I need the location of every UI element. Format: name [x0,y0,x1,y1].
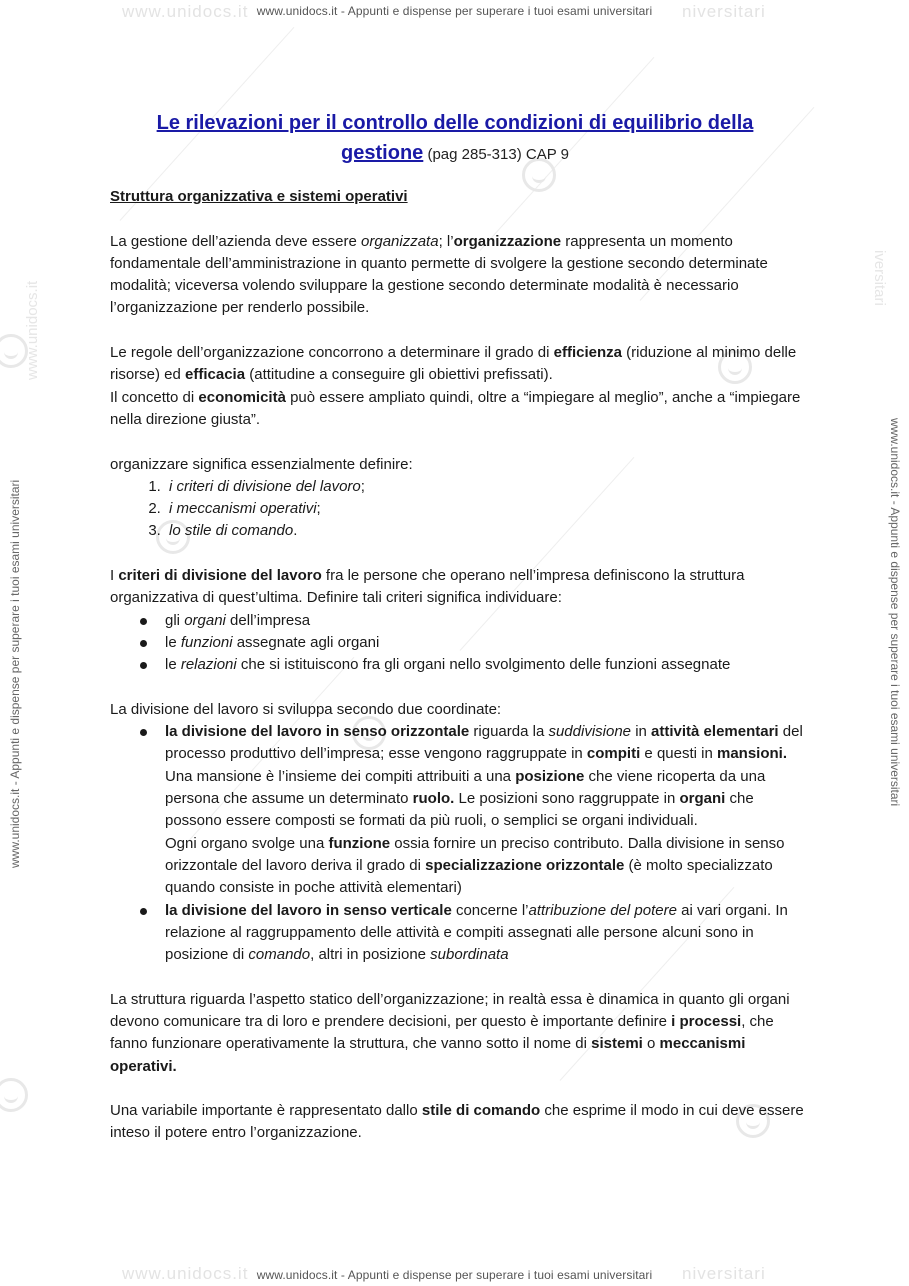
list-item: gli organi dell’impresa [165,610,810,632]
list-item-orizzontale: la divisione del lavoro in senso orizzontale riguarda la suddivisione in attività elementari del processo produttivo dell’impresa; esse vengono raggruppate in compiti e questi in mansioni. Una mansione è l’insieme dei compiti attribuiti a una posizione che viene ricoperta da una persona che assume un determinato ruolo. Le posizioni sono raggruppate in organi che possono essere composti se formati da più ruoli, o semplici se organi individuali. Ogni organo svolge una funzione ossia fornire un preciso contributo. Dalla divisione in senso orizzontale del lavoro deriva il grado di specializzazione orizzontale (è molto specializzato quando consiste in poche attività elementari) [165,721,810,899]
paragraph-stile-comando: Una variabile importante è rappresentato dallo stile di comando che esprime il modo in cui deve essere inteso il potere entro l’organizzazione. [110,1102,804,1142]
list-item: 1. i criteri di divisione del lavoro; [165,476,810,498]
paragraph-efficienza: Le regole dell’organizzazione concorrono a determinare il grado di efficienza (riduzione al minimo delle risorse) ed efficacia (attitudine a conseguire gli obiettivi prefissati). Il concetto di economicità può essere ampliato quindi, oltre a “impiegare al meglio”, anche a “impiegare nella direzione giusta”. [110,344,801,428]
watermark-left-margin: www.unidocs.it - Appunti e dispense per superare i tuoi esami universitari [8,479,22,868]
list-item: le relazioni che si istituiscono fra gli organi nello svolgimento delle funzioni assegnate [165,654,810,676]
list-item: 2. i meccanismi operativi; [165,498,810,520]
title-page-reference: (pag 285-313) CAP 9 [423,146,569,163]
list-item-verticale: la divisione del lavoro in senso verticale concerne l’attribuzione del potere ai vari organi. In relazione al raggruppamento delle attività e compiti assegnati alle persone alcuni sono in posizione di comando, altri in posizione subordinata [165,900,810,967]
paragraph-criteri: I criteri di divisione del lavoro fra le persone che operano nell’impresa definiscono la struttura organizzativa di quest’ultima. Definire tali criteri significa individuare: [110,567,745,607]
watermark-footer: www.unidocs.it - Appunti e dispense per superare i tuoi esami universitari [256,1268,653,1282]
document-title [110,108,800,170]
list-item: 3. lo stile di comando. [165,520,810,542]
watermark-right-margin: www.unidocs.it - Appunti e dispense per superare i tuoi esami universitari [888,418,902,807]
paragraph-organizzare-intro: organizzare significa essenzialmente definire: [110,455,413,473]
watermark-ghost-top: www.unidocs.it [122,2,249,21]
paragraph-struttura: La struttura riguarda l’aspetto statico dell’organizzazione; in realtà essa è dinamica in quanto gli organi devono comunicare tra di loro e prendere decisioni, per questo è importante definire i processi, che fanno funzionare operativamente la struttura, che vanno sotto il nome di sistemi o meccanismi operativi. [110,990,790,1075]
list-item: le funzioni assegnate agli organi [165,632,810,654]
watermark-ghost-left: www.unidocs.it [24,280,41,380]
bullet-list-individuare [110,610,810,677]
section-heading: Struttura organizzativa e sistemi operativi [110,188,408,205]
title-line-2: gestione [341,142,424,164]
watermark-header: www.unidocs.it - Appunti e dispense per superare i tuoi esami universitari [256,4,653,18]
watermark-ghost-top-right: niversitari [682,2,766,21]
bullet-list-coordinate [110,721,810,966]
watermark-ghost-bottom-right: niversitari [682,1264,766,1283]
watermark-ghost-bottom: www.unidocs.it [122,1264,249,1283]
numbered-list-criteri [110,476,810,543]
paragraph-organizzazione: La gestione dell’azienda deve essere organizzata; l’organizzazione rappresenta un momento fondamentale dell’amministrazione in quanto permette di svolgere la gestione secondo determinate modalità; viceversa volendo sviluppare la gestione secondo determinate modalità è necessario l’organizzazione per renderlo possibile. [110,232,768,317]
document-body [110,186,810,1145]
paragraph-divisione-intro: La divisione del lavoro si sviluppa secondo due coordinate: [110,700,502,718]
title-line-1: Le rilevazioni per il controllo delle condizioni di equilibrio della [156,112,754,134]
watermark-ghost-right: iversitari [871,250,888,306]
watermark-logo-icon [0,1078,28,1112]
